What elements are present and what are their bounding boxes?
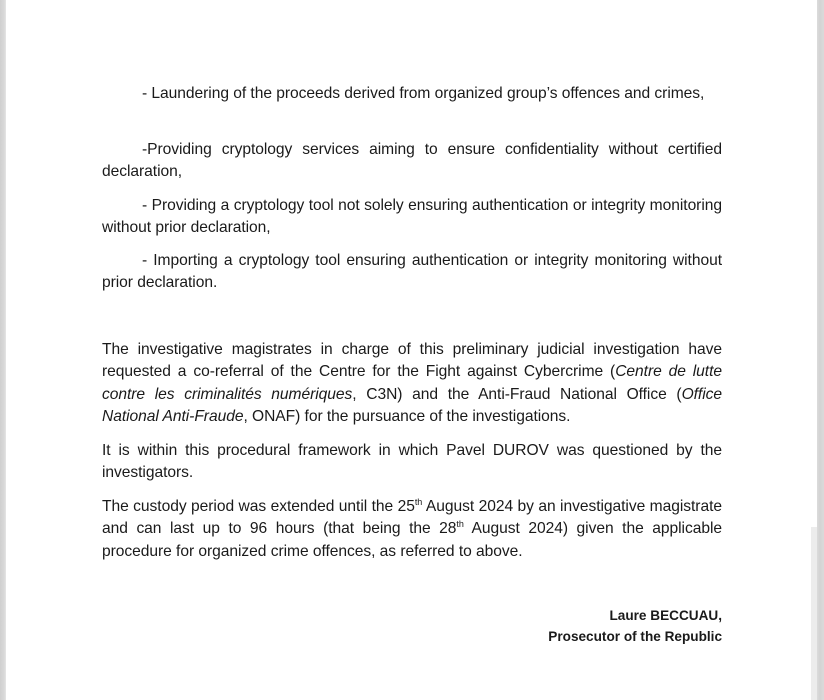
signature-name: Laure BECCUAU, bbox=[609, 608, 722, 623]
c3n-french-name: Centre de lutte contre les criminalités numériques bbox=[102, 363, 722, 403]
co-referral-paragraph bbox=[102, 339, 722, 428]
co-referral-text-3: , ONAF) for the pursuance of the investigations. bbox=[243, 407, 571, 425]
onaf-french-name: Office National Anti-Fraude bbox=[102, 385, 722, 425]
framework-paragraph: It is within this procedural framework in which Pavel DUROV was questioned by the investigators. bbox=[102, 442, 722, 482]
custody-paragraph bbox=[102, 496, 722, 563]
bullet-cryptology-tool-importing: - Importing a cryptology tool ensuring authentication or integrity monitoring without prior declaration. bbox=[102, 252, 722, 292]
signature-title: Prosecutor of the Republic bbox=[548, 629, 722, 644]
ordinal-suffix: th bbox=[414, 497, 423, 507]
custody-text-3: August 2024) given the applicable procedure for organized crime offences, as referred to above. bbox=[102, 520, 722, 560]
co-referral-text-2: , C3N) and the Anti-Fraud National Office ( bbox=[352, 385, 682, 403]
custody-text-1: The custody period was extended until the 25 bbox=[102, 498, 415, 515]
ordinal-suffix: th bbox=[456, 519, 464, 530]
custody-text-2: August 2024 by an investigative magistrate and can last up to 96 hours (that being the 28 bbox=[102, 498, 722, 538]
page-edge-right bbox=[817, 0, 824, 700]
co-referral-text-1: The investigative magistrates in charge of this preliminary judicial investigation have requested a co-referral of the Centre for the Fight against Cybercrime ( bbox=[102, 341, 722, 381]
bullet-cryptology-tool-providing: - Providing a cryptology tool not solely ensuring authentication or integrity monitoring without prior declaration, bbox=[102, 197, 722, 237]
page-edge-left bbox=[0, 0, 6, 700]
bullet-cryptology-services: -Providing cryptology services aiming to ensure confidentiality without certified declaration, bbox=[102, 141, 722, 181]
scrollbar[interactable] bbox=[811, 527, 817, 700]
bullet-laundering: - Laundering of the proceeds derived from organized group’s offences and crimes, bbox=[142, 85, 705, 102]
